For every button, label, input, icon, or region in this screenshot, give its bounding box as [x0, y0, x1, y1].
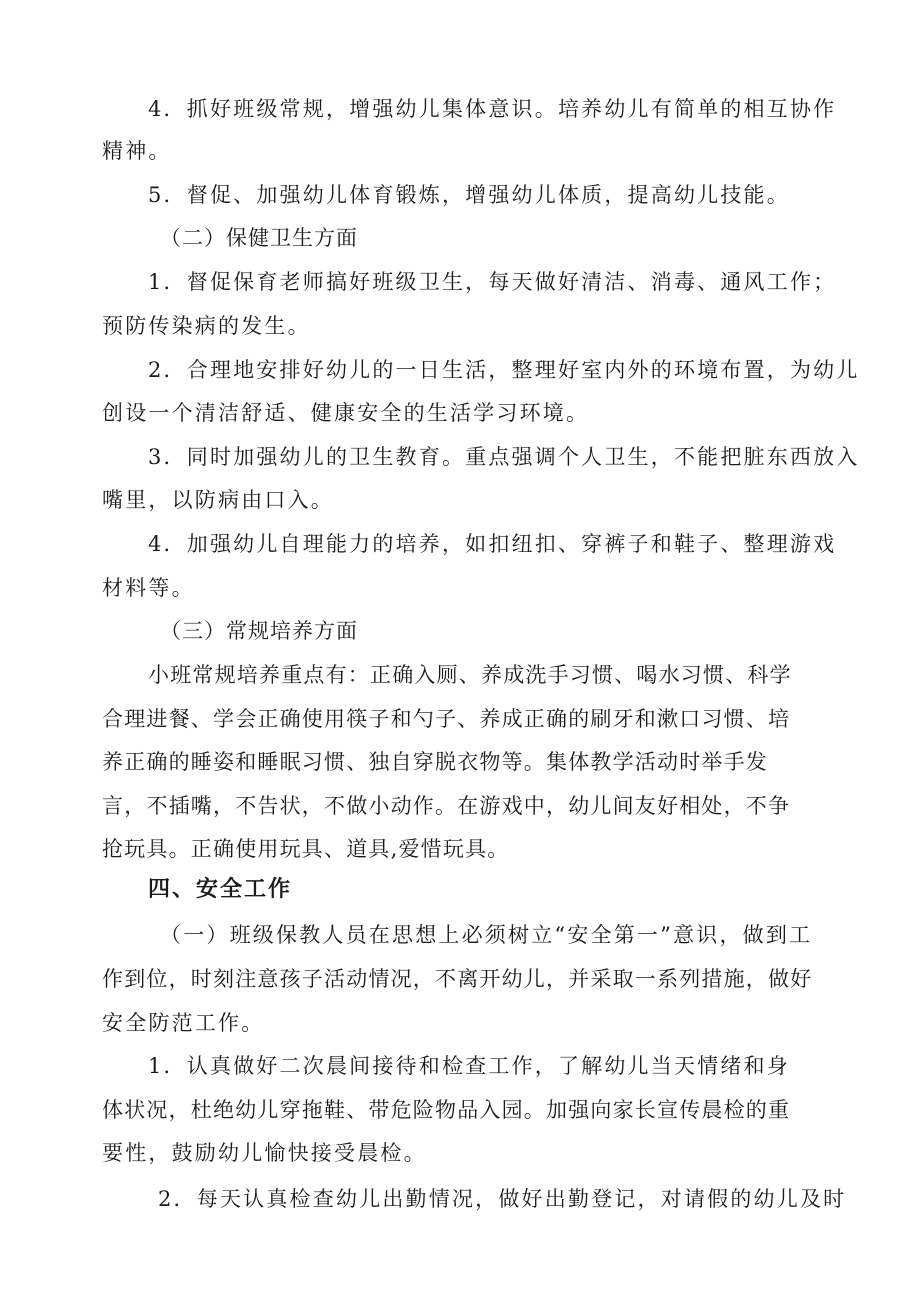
paragraph-line: 5．督促、加强幼儿体育锻炼，增强幼儿体质，提高幼儿技能。 — [148, 183, 790, 207]
paragraph-line: 1．督促保育老师搞好班级卫生，每天做好清洁、消毒、通风工作； — [148, 270, 837, 294]
paragraph-line: 2．合理地安排好幼儿的一日生活，整理好室内外的环境布置，为幼儿 — [148, 358, 860, 382]
paragraph-line: 嘴里，以防病由口入。 — [102, 488, 334, 512]
paragraph-line: 4．加强幼儿自理能力的培养，如扣纽扣、穿裤子和鞋子、整理游戏 — [148, 532, 837, 556]
paragraph-line: 要性，鼓励幼儿愉快接受晨检。 — [102, 1141, 427, 1165]
paragraph-line: 合理进餐、学会正确使用筷子和勺子、养成正确的刷牙和漱口习惯、培 — [102, 707, 791, 731]
paragraph-line: 安全防范工作。 — [102, 1011, 265, 1035]
paragraph-line: 抢玩具。正确使用玩具、道具,爱惜玩具。 — [102, 837, 510, 861]
paragraph-line: 小班常规培养重点有：正确入厕、养成洗手习惯、喝水习惯、科学 — [148, 663, 792, 687]
paragraph-line: 材料等。 — [102, 576, 195, 600]
paragraph-line: 作到位，时刻注意孩子活动情况，不离开幼儿，并采取一系列措施，做好 — [102, 967, 813, 991]
paragraph-line: 养正确的睡姿和睡眠习惯、独自穿脱衣物等。集体教学活动时举手发 — [102, 750, 768, 774]
section-subheading: （三）常规培养方面 — [160, 619, 358, 643]
paragraph-line: 预防传染病的发生。 — [102, 314, 311, 338]
paragraph-line: 4．抓好班级常规，增强幼儿集体意识。培养幼儿有简单的相互协作 — [148, 97, 837, 121]
paragraph-line: 言，不插嘴，不告状，不做小动作。在游戏中，幼儿间友好相处，不争 — [102, 794, 791, 818]
paragraph-line: 3．同时加强幼儿的卫生教育。重点强调个人卫生，不能把脏东西放入 — [148, 445, 860, 469]
paragraph-line: 1．认真做好二次晨间接待和检查工作，了解幼儿当天情绪和身 — [148, 1054, 790, 1078]
section-heading: 四、安全工作 — [148, 877, 293, 902]
section-subheading: （二）保健卫生方面 — [160, 226, 358, 250]
paragraph-line: 2．每天认真检查幼儿出勤情况，做好出勤登记，对请假的幼儿及时 — [158, 1187, 847, 1211]
paragraph-line: 创设一个清洁舒适、健康安全的生活学习环境。 — [102, 401, 590, 425]
paragraph-line: 体状况，杜绝幼儿穿拖鞋、带危险物品入园。加强向家长宣传晨检的重 — [102, 1098, 791, 1122]
paragraph-line: 精神。 — [102, 139, 172, 163]
paragraph-line: （一）班级保教人员在思想上必须树立“安全第一”意识，做到工 — [160, 923, 813, 947]
